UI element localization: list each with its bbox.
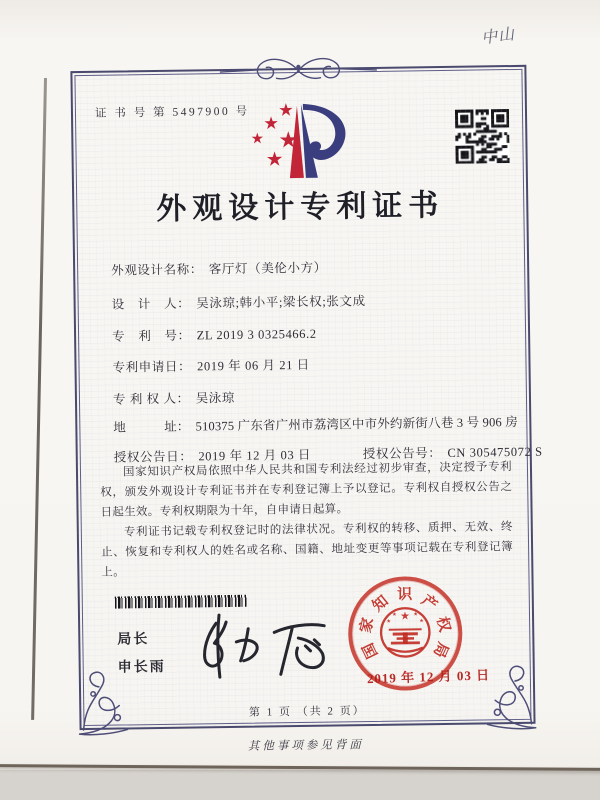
director-name: 申长雨 [117, 659, 166, 676]
field-address [113, 412, 523, 436]
bottom-left-ornament-icon [73, 653, 158, 738]
director-signature [186, 607, 347, 687]
page-number: 第 1 页 （共 2 页） [248, 705, 366, 719]
qr-code [455, 109, 510, 164]
field-label: 设 计 人： [111, 296, 191, 312]
field-value: 吴泳琼 [195, 390, 236, 406]
back-side-note: 其他事项参见背面 [247, 739, 364, 753]
grant-date-label: 授权公告日： [113, 449, 193, 465]
field-value: 吴泳琼;韩小平;梁长权;张文成 [196, 294, 366, 311]
field-patentee [113, 384, 523, 408]
field-value: 510375 广东省广州市荔湾区中市外约新街八巷 3 号 906 房 [195, 414, 519, 434]
certificate-title: 外观设计专利证书 [156, 188, 445, 226]
field-design-name [111, 255, 521, 279]
certificate-number: 证 书 号 第 5497900 号 [94, 105, 250, 120]
grant-number-label: 授权公告号： [362, 446, 442, 462]
barcode [115, 595, 247, 609]
field-value: ZL 2019 3 0325466.2 [196, 326, 317, 343]
top-border-ornament-icon [218, 52, 378, 88]
field-filing-date [112, 352, 522, 376]
national-emblem-icon [376, 603, 435, 662]
cnipa-logo-icon [243, 95, 356, 185]
bottom-right-ornament-icon [456, 648, 541, 733]
legal-paragraph-1: 国家知识产权局依照中华人民共和国专利法经过初步审查，决定授予专利权，颁发外观设计专利证书并在专利登记簿上予以登记。专利权自授权公告之日起生效。专利权期限为十年，自申请日起算。 [100, 461, 513, 519]
seal-stamp-date: 2019 年 12 月 03 日 [366, 667, 491, 687]
field-label: 外观设计名称： [111, 262, 203, 278]
legal-paragraph-2: 专利证书记载专利权登记时的法律状况。专利权的转移、质押、无效、终止、恢复和专利权人的姓名或名称、国籍、地址变更等事项记载在专利登记簿上。 [101, 521, 514, 579]
certificate-frame [70, 65, 543, 730]
field-label: 地 址： [113, 419, 190, 435]
handwritten-note: 中山 [480, 25, 517, 48]
director-title: 局长 [117, 632, 150, 648]
field-patent-number [112, 321, 522, 345]
grant-number-value: CN 305475072 S [447, 444, 543, 460]
field-value: 2019 年 06 月 21 日 [197, 357, 310, 374]
field-label: 专 利 权 人： [112, 391, 190, 407]
seal-ring-text: 国 家 知 识 产 权 局 [358, 586, 453, 661]
field-designers [112, 289, 522, 313]
field-label: 专利申请日： [112, 359, 192, 375]
field-label: 专 利 号： [111, 328, 191, 344]
field-value: 客厅灯（美伦小方） [208, 260, 327, 277]
grant-date-value: 2019 年 12 月 03 日 [198, 447, 312, 464]
